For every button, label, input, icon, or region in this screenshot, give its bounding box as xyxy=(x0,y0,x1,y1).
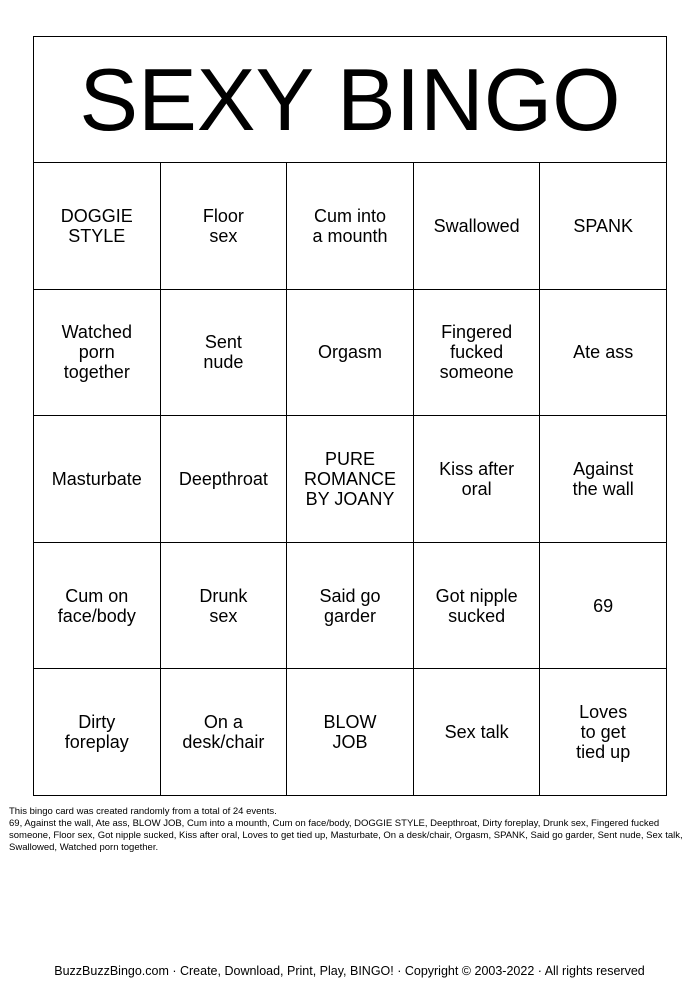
cell-text: Fingered fucked someone xyxy=(439,322,514,383)
bingo-cell xyxy=(414,669,541,796)
cell-text: Swallowed xyxy=(433,215,520,236)
cell-text: Cum on face/body xyxy=(57,585,136,626)
cell-text: DOGGIE STYLE xyxy=(60,205,133,246)
card-title: SEXY BINGO xyxy=(79,49,621,149)
title-box xyxy=(33,36,667,163)
bingo-cell xyxy=(161,416,288,543)
cell-text: BLOW JOB xyxy=(323,712,377,753)
cell-text: Orgasm xyxy=(317,342,382,363)
description-events: 69, Against the wall, Ate ass, BLOW JOB, Cum into a mounth, Cum on face/body, DOGGIE STYLE, Deepthroat, Dirty foreplay, Drunk sex, Fingered fucked someone, Floor sex, Got nipple sucked, Kiss after oral, Loves to get tied up, Masturbate, On a desk/chair, Orgasm, SPANK, Said go garder, Sent nude, Sex talk, Swallowed, Watched porn together. xyxy=(9,818,683,853)
cell-text: Deepthroat xyxy=(178,468,268,489)
bingo-cell xyxy=(540,290,667,417)
bingo-cell xyxy=(540,163,667,290)
bingo-cell xyxy=(540,543,667,670)
bingo-cell xyxy=(34,290,161,417)
bingo-cell xyxy=(34,416,161,543)
bingo-cell xyxy=(287,669,414,796)
bingo-grid xyxy=(33,162,667,796)
bingo-cell xyxy=(34,163,161,290)
cell-text: Said go garder xyxy=(319,585,381,626)
bingo-cell xyxy=(287,290,414,417)
free-cell xyxy=(287,416,414,543)
cell-text: Against the wall xyxy=(572,458,634,499)
cell-text: Kiss after oral xyxy=(439,458,515,499)
bingo-cell xyxy=(161,163,288,290)
bingo-cell xyxy=(34,669,161,796)
cell-text: On a desk/chair xyxy=(182,712,265,753)
bingo-cell xyxy=(287,543,414,670)
cell-text: Floor sex xyxy=(202,205,244,246)
cell-text: Dirty foreplay xyxy=(64,712,129,753)
description-intro: This bingo card was created randomly from a total of 24 events. xyxy=(9,806,277,817)
bingo-cell xyxy=(540,669,667,796)
cell-text: SPANK xyxy=(573,215,634,236)
card-description xyxy=(9,806,693,854)
bingo-cell xyxy=(414,543,541,670)
page-footer: BuzzBuzzBingo.com · Create, Download, Print, Play, BINGO! · Copyright © 2003-2022 · All rights reserved xyxy=(54,964,645,978)
bingo-cell xyxy=(161,543,288,670)
cell-text: Cum into a mounth xyxy=(312,205,388,246)
bingo-cell xyxy=(414,163,541,290)
bingo-cell xyxy=(34,543,161,670)
cell-text: Loves to get tied up xyxy=(576,702,631,763)
cell-text: Ate ass xyxy=(573,342,634,363)
bingo-card xyxy=(33,36,667,796)
bingo-cell xyxy=(287,163,414,290)
bingo-cell xyxy=(414,416,541,543)
cell-text: Sex talk xyxy=(444,722,509,743)
cell-text: Sent nude xyxy=(203,332,244,373)
bingo-cell xyxy=(161,669,288,796)
bingo-cell xyxy=(540,416,667,543)
cell-text: Drunk sex xyxy=(199,585,248,626)
cell-text: 69 xyxy=(593,595,614,616)
cell-text: Watched porn together xyxy=(61,322,132,383)
cell-text: PURE ROMANCE BY JOANY xyxy=(303,448,396,509)
cell-text: Got nipple sucked xyxy=(435,585,518,626)
bingo-cell xyxy=(414,290,541,417)
cell-text: Masturbate xyxy=(51,468,142,489)
bingo-cell xyxy=(161,290,288,417)
